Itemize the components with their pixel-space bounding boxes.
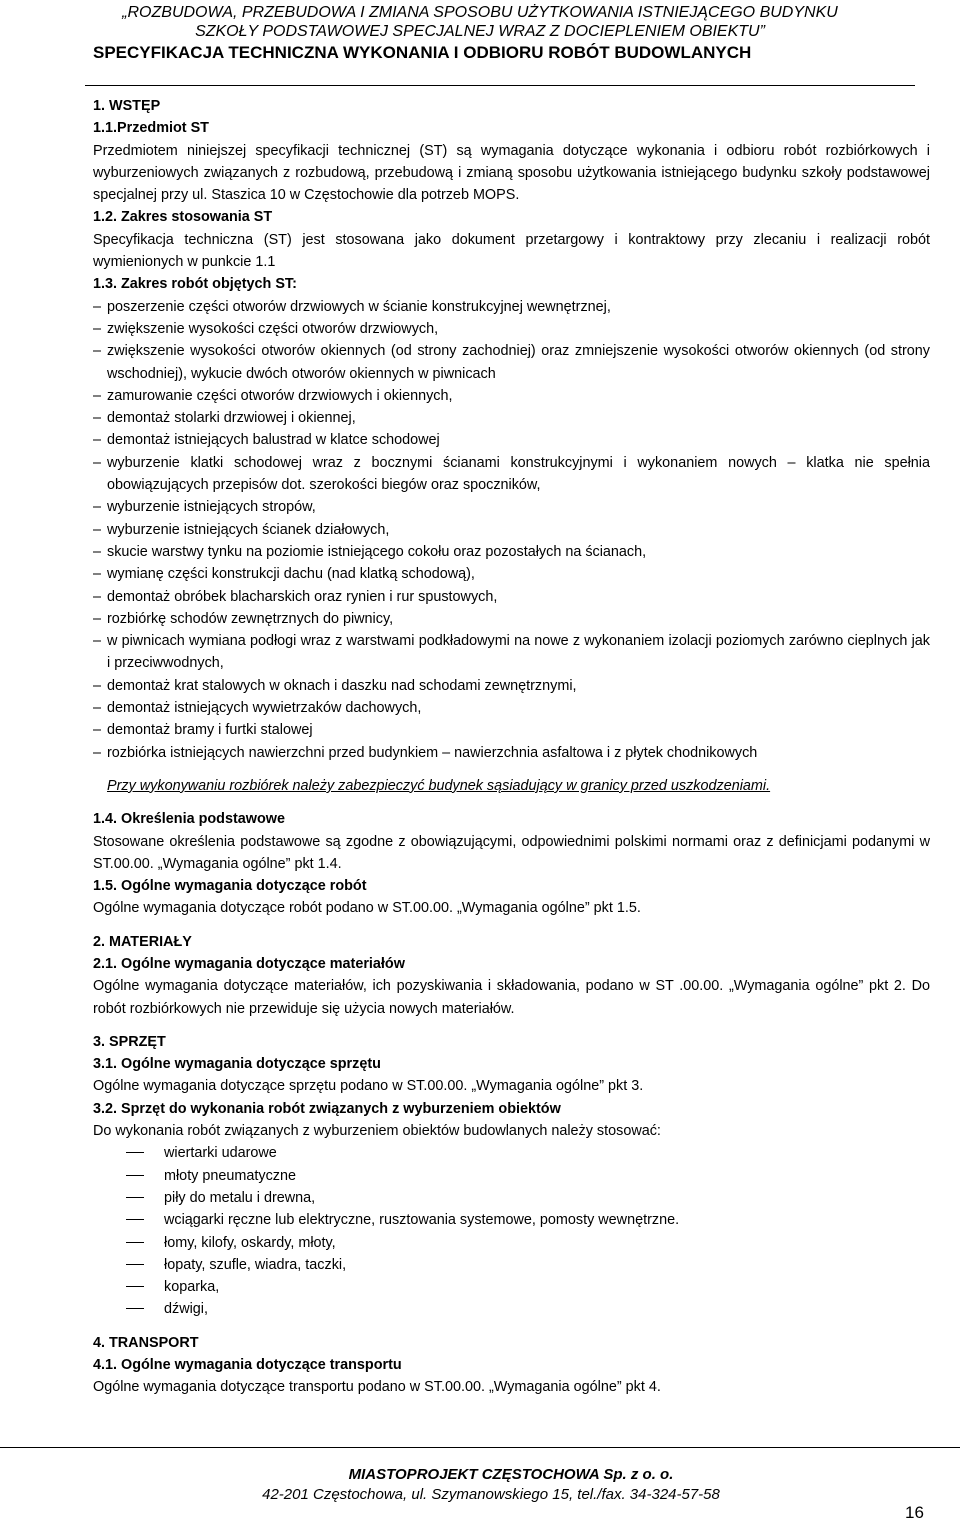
list-item: – w piwnicach wymiana podłogi wraz z warstwami podkładowymi na nowe z wykonaniem izolacji poziomych zarówno cieplnych jak i przeciwwodnych, <box>93 630 930 675</box>
list-item: wiertarki udarowe <box>93 1142 930 1164</box>
list-item: – zamurowanie części otworów drzwiowych i okiennych, <box>93 385 930 407</box>
section-2-heading: 2. MATERIAŁY <box>93 933 192 950</box>
list-item: – poszerzenie części otworów drzwiowych w ścianie konstrukcyjnej wewnętrznej, <box>93 296 930 318</box>
list-item: – demontaż stolarki drzwiowej i okiennej, <box>93 407 930 429</box>
list-item: – demontaż istniejących wywietrzaków dachowych, <box>93 697 930 719</box>
section-1-4-text: Stosowane określenia podstawowe są zgodne z obowiązującymi, odpowiednimi polskimi normami oraz z definicjami podanymi w ST.00.00. „Wymagania ogólne” pkt 1.4. <box>93 833 930 872</box>
spacer <box>93 1321 930 1332</box>
header-line-3: SPECYFIKACJA TECHNICZNA WYKONANIA I ODBIORU ROBÓT BUDOWLANYCH <box>93 43 752 62</box>
section-1-3-heading: 1.3. Zakres robót objętych ST: <box>93 276 297 293</box>
section-3-2-heading: 3.2. Sprzęt do wykonania robót związanych z wyburzeniem obiektów <box>93 1100 561 1117</box>
list-item: – demontaż krat stalowych w oknach i daszku nad schodami zewnętrznymi, <box>93 675 930 697</box>
list-item: – rozbiórka istniejących nawierzchni przed budynkiem – nawierzchnia asfaltowa i z płytek chodnikowych <box>93 742 930 764</box>
header-line-1: „ROZBUDOWA, PRZEBUDOWA I ZMIANA SPOSOBU UŻYTKOWANIA ISTNIEJĄCEGO BUDYNKU <box>122 4 838 21</box>
section-3-1-heading: 3.1. Ogólne wymagania dotyczące sprzętu <box>93 1056 381 1073</box>
list-item: – skucie warstwy tynku na poziomie istniejącego cokołu oraz pozostałych na ścianach, <box>93 541 930 563</box>
list-item: – wyburzenie istniejących ścianek działowych, <box>93 519 930 541</box>
document-body <box>93 95 930 1399</box>
section-1-1-text: Przedmiotem niniejszej specyfikacji technicznej (ST) są wymagania dotyczące wykonania i odbioru robót rozbiórkowych i wyburzeniowych związanych z rozbudową, przebudową i zmianą sposobu użytkowania istniejącego budynku szkoły podstawowej specjalnej przy ul. Staszica 10 w Częstochowie dla potrzeb MOPS. <box>93 142 930 204</box>
section-1-4-heading: 1.4. Określenia podstawowe <box>93 811 285 828</box>
list-item: – demontaż obróbek blacharskich oraz rynien i rur spustowych, <box>93 586 930 608</box>
footer-company: MIASTOPROJEKT CZĘSTOCHOWA Sp. z o. o. <box>348 1466 674 1483</box>
spacer <box>93 920 930 931</box>
list-item: piły do metalu i drewna, <box>93 1187 930 1209</box>
scope-list <box>93 296 930 764</box>
section-4-1-heading: 4.1. Ogólne wymagania dotyczące transportu <box>93 1357 402 1374</box>
header-line-2: SZKOŁY PODSTAWOWEJ SPECJALNEJ WRAZ Z DOCIEPLENIEM OBIEKTU” <box>195 23 765 40</box>
section-1-heading: 1. WSTĘP <box>93 98 161 114</box>
section-2-1-text: Ogólne wymagania dotyczące materiałów, ich pozyskiwania i składowania, podano w ST .00.00. „Wymagania ogólne” pkt 2. Do robót rozbiórkowych nie przewiduje się użycia nowych materiałów. <box>93 978 930 1017</box>
demolition-note: Przy wykonywaniu rozbiórek należy zabezpieczyć budynek sąsiadujący w granicy przed uszkodzeniami. <box>107 777 771 794</box>
list-item: wciągarki ręczne lub elektryczne, rusztowania systemowe, pomosty wewnętrzne. <box>93 1209 930 1231</box>
list-item: – wymianę części konstrukcji dachu (nad klatką schodową), <box>93 563 930 585</box>
list-item: – demontaż bramy i furtki stalowej <box>93 719 930 741</box>
list-item: – rozbiórkę schodów zewnętrznych do piwnicy, <box>93 608 930 630</box>
section-1-2-heading: 1.2. Zakres stosowania ST <box>93 209 273 226</box>
list-item: łopaty, szufle, wiadra, taczki, <box>93 1254 930 1276</box>
section-1-1-heading: 1.1.Przedmiot ST <box>93 120 209 137</box>
page-number: 16 <box>905 1503 924 1522</box>
list-item: koparka, <box>93 1276 930 1298</box>
spacer <box>93 797 930 808</box>
section-2-1-heading: 2.1. Ogólne wymagania dotyczące materiałów <box>93 955 405 972</box>
header-divider <box>85 85 915 86</box>
list-item: – zwiększenie wysokości otworów okiennych (od strony zachodniej) oraz zmniejszenie wysokości otworów okiennych (od strony wschodniej), wykucie dwóch otworów okiennych w piwnicach <box>93 340 930 385</box>
list-item: – zwiększenie wysokości części otworów drzwiowych, <box>93 318 930 340</box>
list-item: – demontaż istniejących balustrad w klatce schodowej <box>93 429 930 451</box>
equipment-list <box>93 1142 930 1320</box>
section-3-heading: 3. SPRZĘT <box>93 1033 166 1050</box>
section-3-1-text: Ogólne wymagania dotyczące sprzętu podano w ST.00.00. „Wymagania ogólne” pkt 3. <box>93 1078 644 1095</box>
footer-address: 42-201 Częstochowa, ul. Szymanowskiego 15, tel./fax. 34-324-57-58 <box>262 1486 720 1503</box>
section-1-5-text: Ogólne wymagania dotyczące robót podano w ST.00.00. „Wymagania ogólne” pkt 1.5. <box>93 900 641 917</box>
footer-divider <box>0 1447 960 1448</box>
spacer <box>93 1020 930 1031</box>
section-3-2-text: Do wykonania robót związanych z wyburzeniem obiektów budowlanych należy stosować: <box>93 1123 661 1140</box>
list-item: – wyburzenie klatki schodowej wraz z bocznymi ścianami konstrukcyjnymi i wykonaniem nowych – klatka nie spełnia obowiązujących przepisów dot. szerokości biegów oraz spoczników, <box>93 452 930 497</box>
list-item: dźwigi, <box>93 1298 930 1320</box>
section-1-2-text: Specyfikacja techniczna (ST) jest stosowana jako dokument przetargowy i kontraktowy przy zlecaniu i realizacji robót wymienionych w punkcie 1.1 <box>93 231 930 271</box>
section-1-5-heading: 1.5. Ogólne wymagania dotyczące robót <box>93 878 367 895</box>
list-item: młoty pneumatyczne <box>93 1165 930 1187</box>
list-item: łomy, kilofy, oskardy, młoty, <box>93 1232 930 1254</box>
section-4-heading: 4. TRANSPORT <box>93 1334 199 1351</box>
section-4-1-text: Ogólne wymagania dotyczące transportu podano w ST.00.00. „Wymagania ogólne” pkt 4. <box>93 1379 661 1396</box>
list-item: – wyburzenie istniejących stropów, <box>93 496 930 518</box>
